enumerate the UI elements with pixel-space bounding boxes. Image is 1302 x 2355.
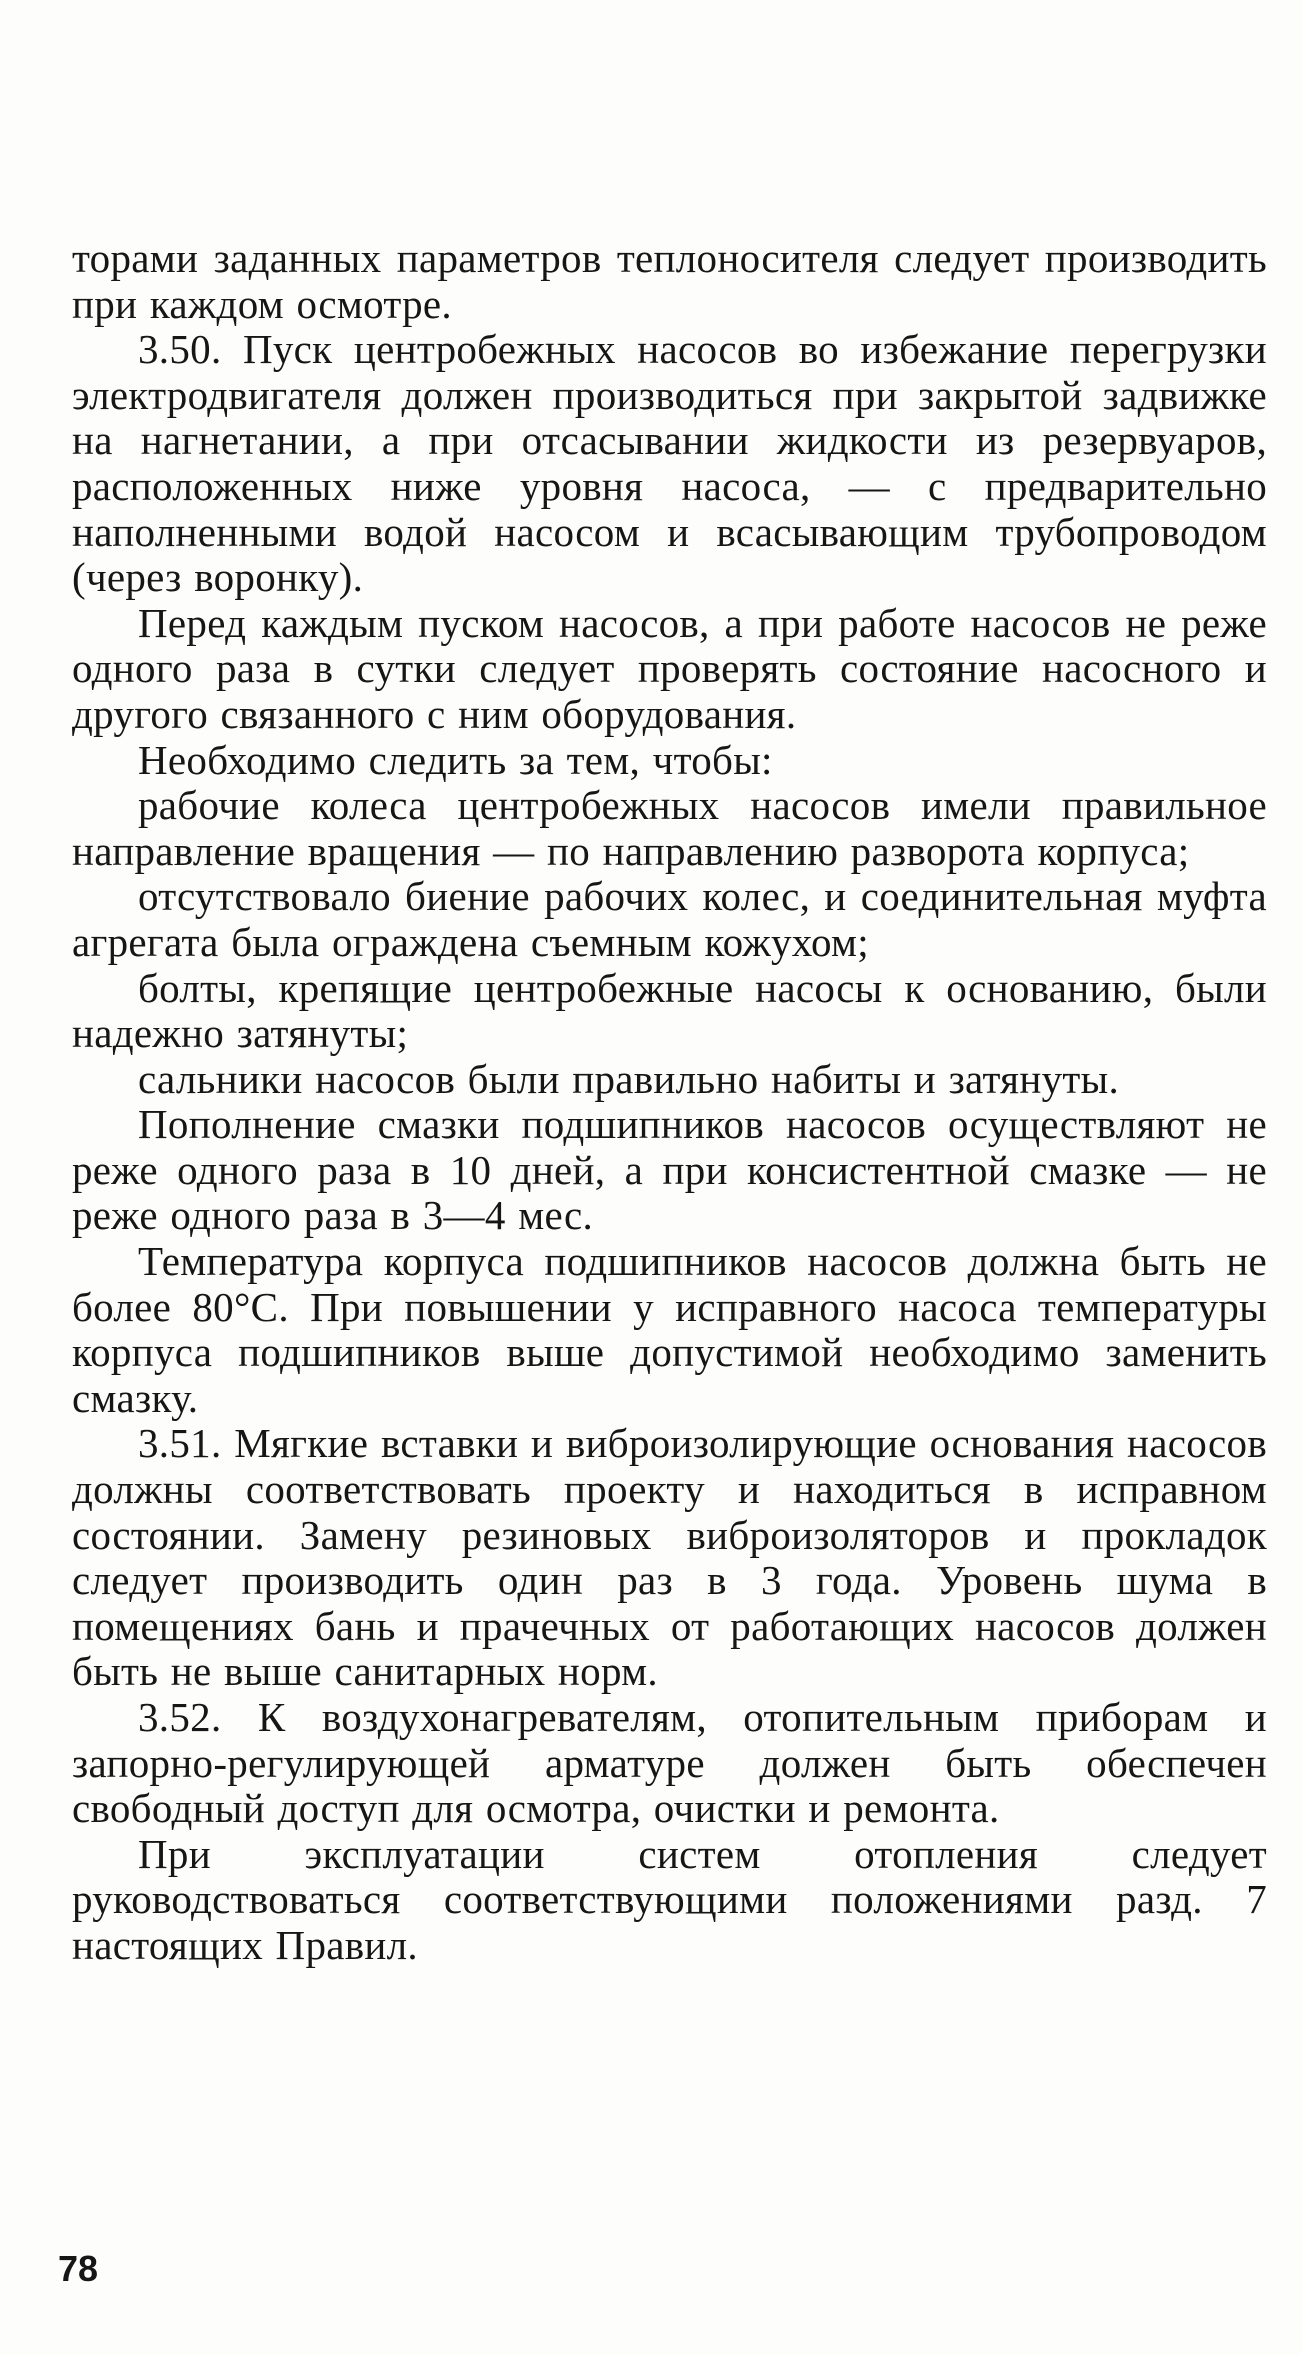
list-item: рабочие колеса центробежных насосов имели правильное направление вращения — по направлению разворота корпуса; bbox=[72, 782, 1267, 874]
paragraph-3-50: 3.50. Пуск центробежных насосов во избежание перегрузки электродвигателя должен производиться при закрытой задвижке на нагнетании, а при отсасывании жидкости из резервуаров, расположенных ниже уровня насоса, — с предварительно наполненными водой насосом и всасывающим трубопроводом (через воронку). bbox=[72, 326, 1267, 601]
page-number: 78 bbox=[58, 2248, 99, 2289]
list-item: отсутствовало биение рабочих колес, и соединительная муфта агрегата была ограждена съемным кожухом; bbox=[72, 873, 1267, 965]
paragraph-3-52: 3.52. К воздухонагревателям, отопительным приборам и запорно-регулирующей арматуре должен быть обеспечен свободный доступ для осмотра, очистки и ремонта. bbox=[72, 1694, 1267, 1832]
paragraph-list-intro: Необходимо следить за тем, чтобы: bbox=[138, 736, 773, 783]
paragraph-3-51: 3.51. Мягкие вставки и виброизолирующие основания насосов должны соответствовать проекту и находиться в исправном состоянии. Замену резиновых виброизоляторов и прокладок следует производить один раз в 3 года. Уровень шума в помещениях бань и прачечных от работающих насосов должен быть не выше санитарных норм. bbox=[72, 1420, 1267, 1695]
paragraph-temperature: Температура корпуса подшипников насосов должна быть не более 80°С. При повышении у исправного насоса температуры корпуса подшипников выше допустимой необходимо заменить смазку. bbox=[72, 1238, 1267, 1421]
body-text bbox=[72, 236, 1267, 1969]
paragraph-lubrication: Пополнение смазки подшипников насосов осуществляют не реже одного раза в 10 дней, а при консистентной смазке — не реже одного раза в 3—4 мес. bbox=[72, 1101, 1267, 1239]
list-item: сальники насосов были правильно набиты и затянуты. bbox=[138, 1055, 1119, 1102]
list-item: болты, крепящие центробежные насосы к основанию, были надежно затянуты; bbox=[72, 964, 1267, 1057]
paragraph-pump-check: Перед каждым пуском насосов, а при работе насосов не реже одного раза в сутки следует проверять состояние насосного и другого связанного с ним оборудования. bbox=[72, 599, 1267, 737]
paragraph-continuation: торами заданных параметров теплоносителя следует производить при каждом осмотре. bbox=[72, 235, 1267, 327]
paragraph-reference: При эксплуатации систем отопления следует руководствоваться соответствующими положениями разд. 7 настоящих Правил. bbox=[72, 1830, 1267, 1968]
